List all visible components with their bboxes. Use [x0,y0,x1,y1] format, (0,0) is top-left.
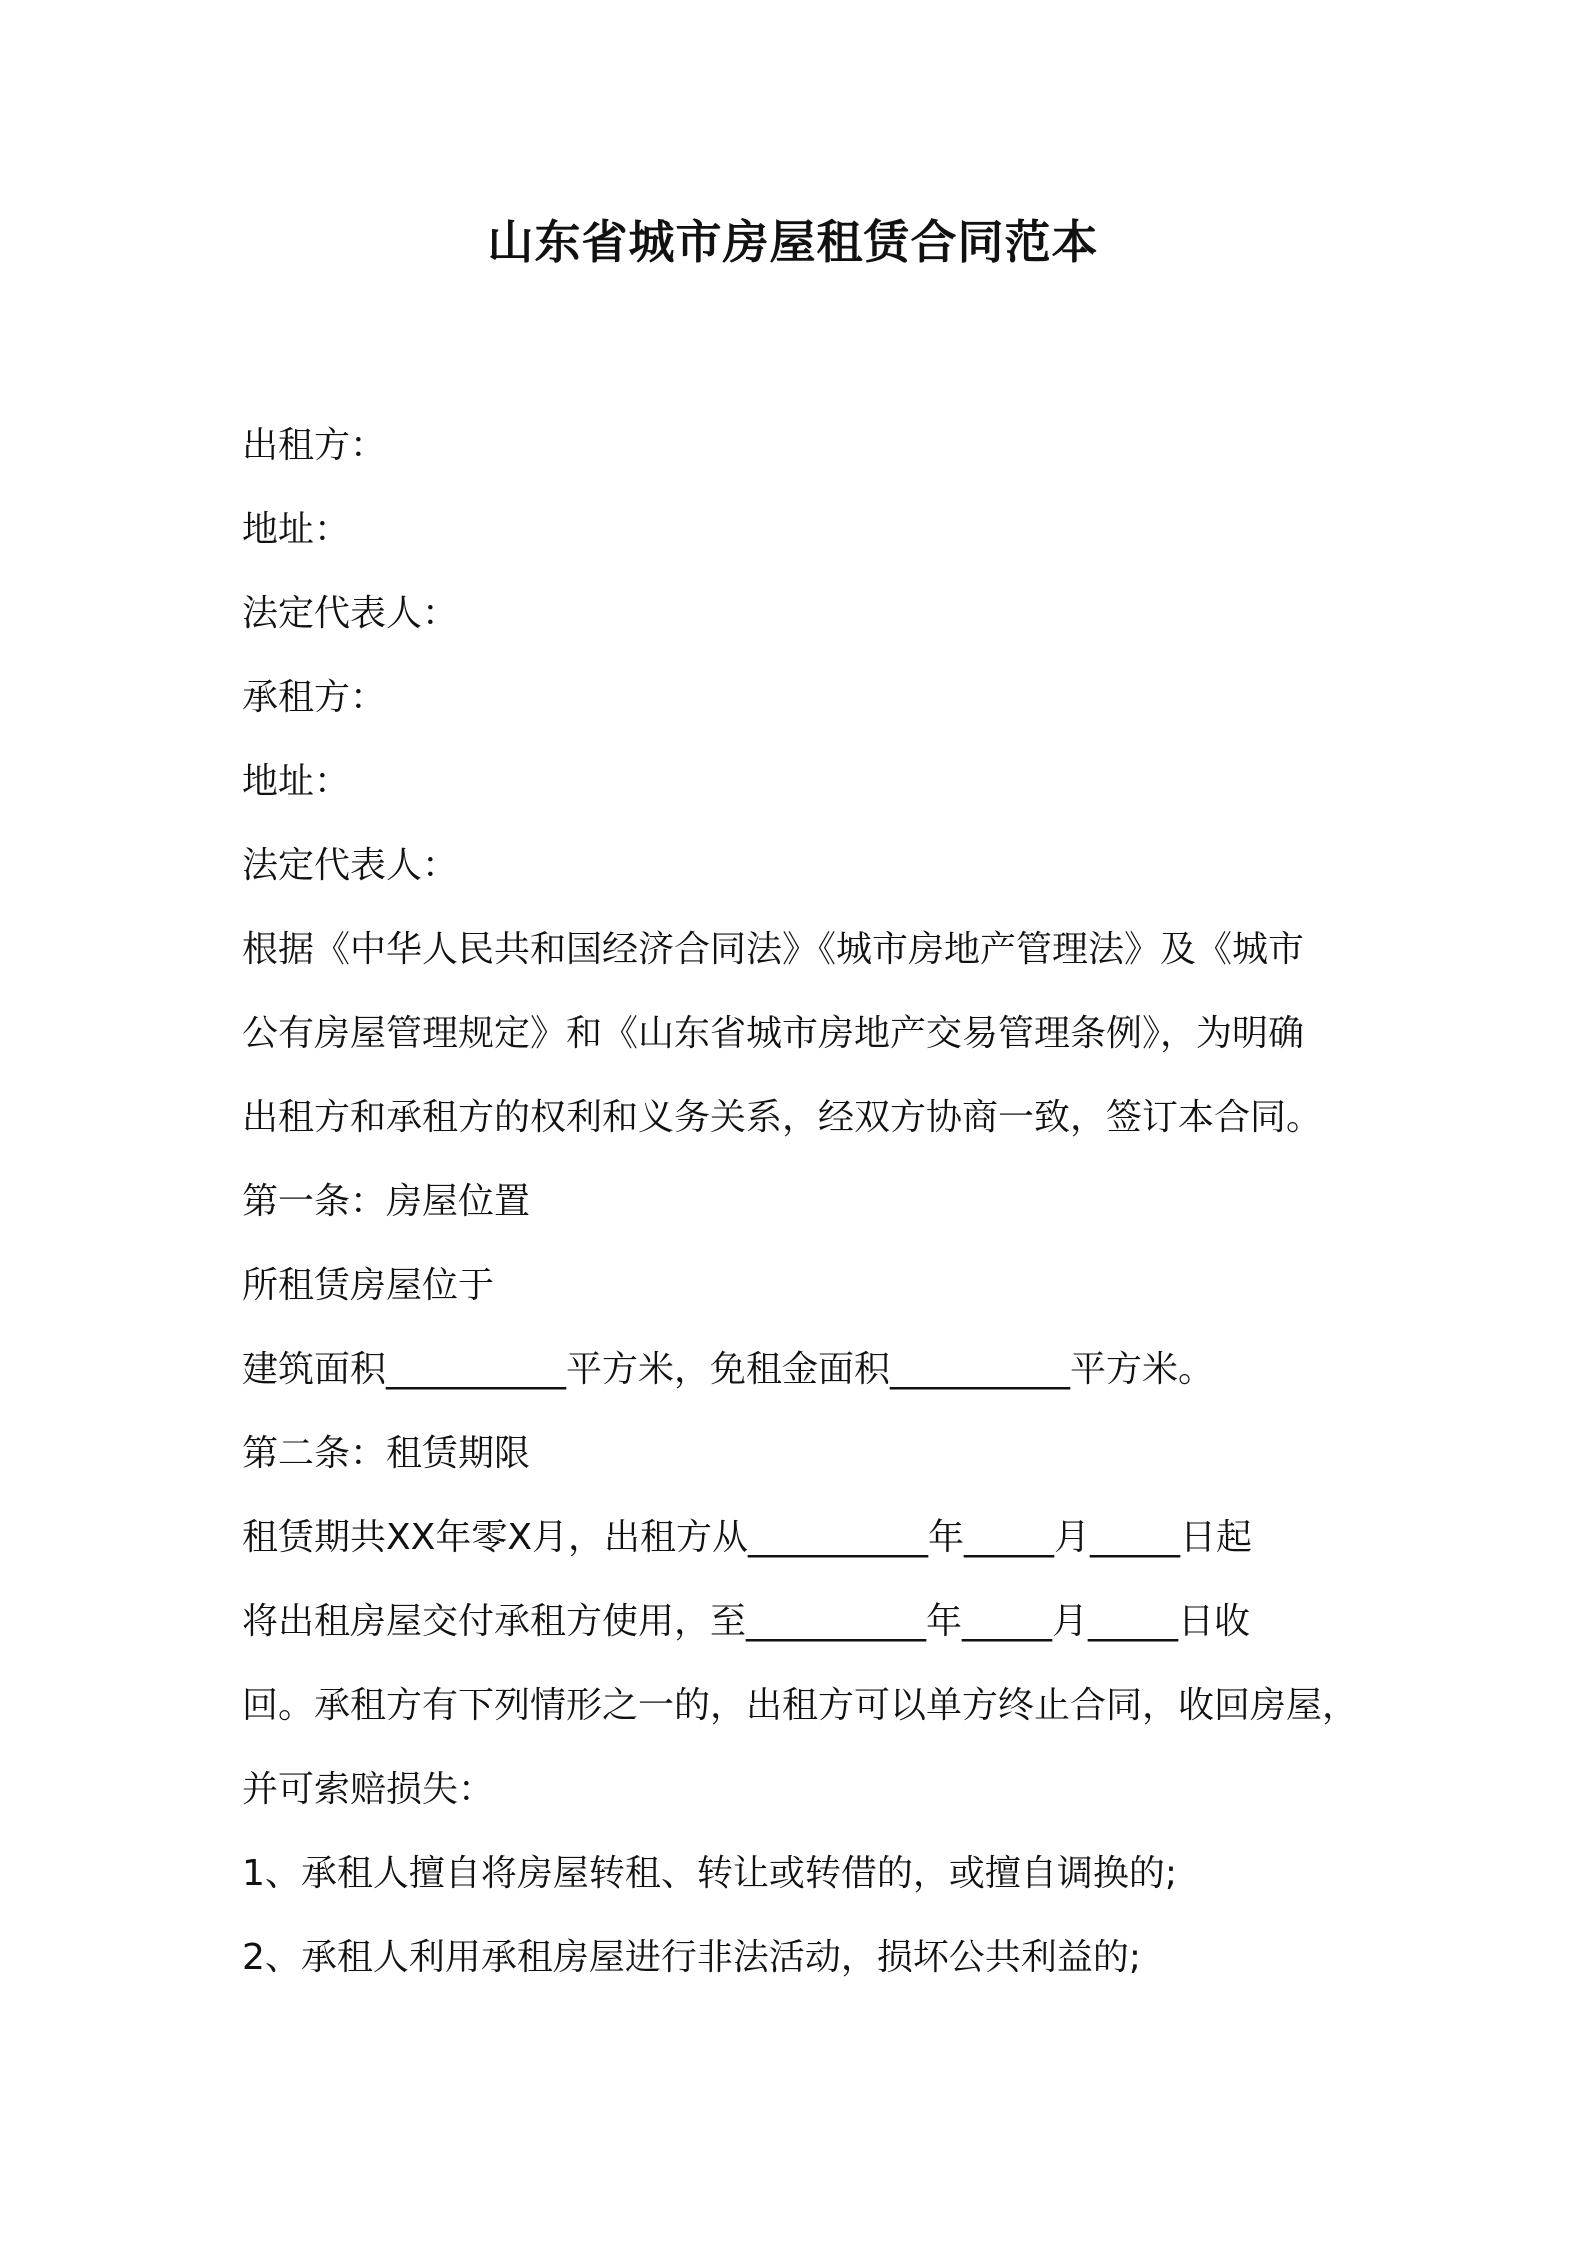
document-body [242,404,1362,2000]
lessee-representative-line: 法定代表人： [242,845,459,886]
preamble-line-1: 根据《中华人民共和国经济合同法》《城市房地产管理法》及《城市 [242,929,1305,970]
preamble-line-3: 出租方和承租方的权利和义务关系，经双方协商一致，签订本合同。 [242,1097,1323,1138]
clause-item-1: 1、承租人擅自将房屋转租、转让或转借的，或擅自调换的; [242,1853,1178,1894]
lessor-address-line: 地址： [242,509,351,550]
article-1-location-line: 所租赁房屋位于 [242,1265,495,1306]
article-1-heading: 第一条：房屋位置 [242,1181,531,1222]
article-2-heading: 第二条：租赁期限 [242,1433,531,1474]
clause-item-2: 2、承租人利用承租房屋进行非法活动，损坏公共利益的; [242,1937,1142,1978]
article-2-line-1: 租赁期共XX年零X月，出租方从__________年_____月_____日起 [242,1517,1252,1558]
article-2-line-2: 将出租房屋交付承租方使用，至__________年_____月_____日收 [242,1601,1251,1642]
article-1-area-line: 建筑面积__________平方米，免租金面积__________平方米。 [242,1349,1215,1390]
lessee-line: 承租方： [242,677,387,718]
lessor-line: 出租方： [242,425,387,466]
preamble-line-2: 公有房屋管理规定》和《山东省城市房地产交易管理条例》，为明确 [242,1013,1305,1054]
article-2-line-3: 回。承租方有下列情形之一的，出租方可以单方终止合同，收回房屋， [242,1685,1359,1726]
document-title: 山东省城市房屋租赁合同范本 [487,215,1099,269]
article-2-line-4: 并可索赔损失： [242,1769,495,1810]
lessee-address-line: 地址： [242,761,351,802]
lessor-representative-line: 法定代表人： [242,593,459,634]
